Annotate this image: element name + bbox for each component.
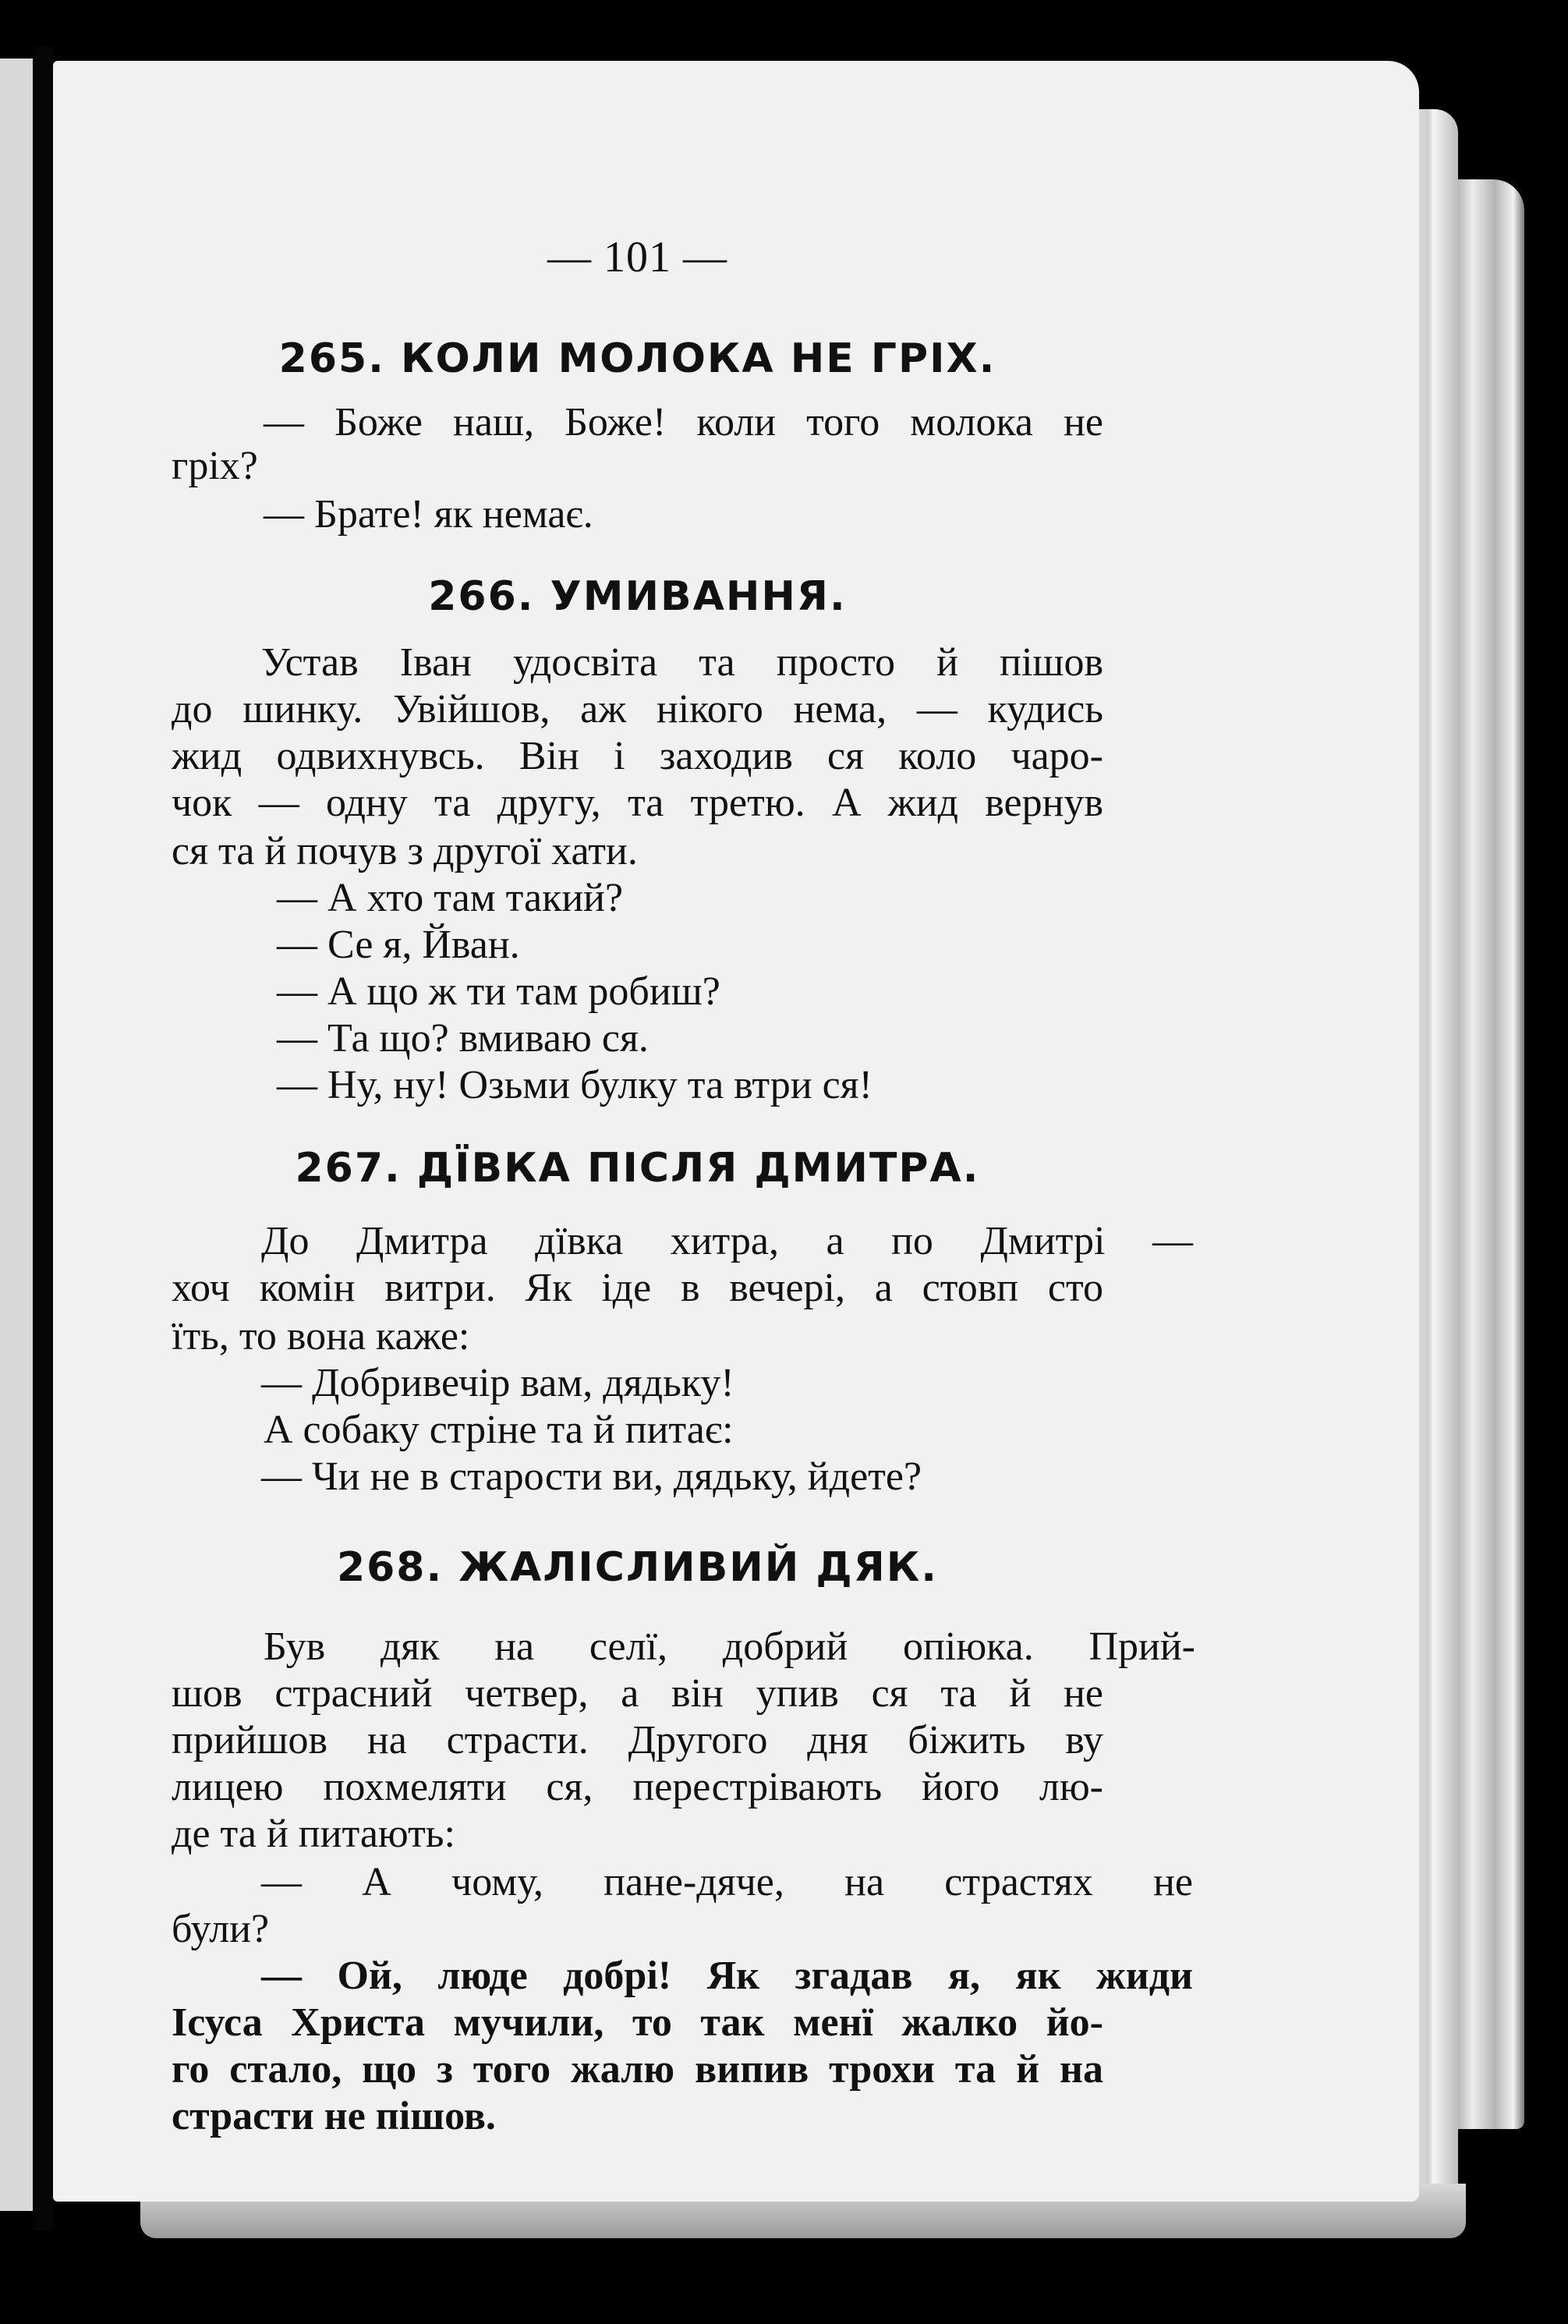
text-line: шов страсний четвер, а він упив ся та й не <box>172 1671 1103 1716</box>
text-line: — Чи не в старости ви, дядьку, йдете? <box>261 1454 922 1499</box>
page-stack-edge <box>1450 179 1524 2129</box>
section-heading: 268. ЖАЛІСЛИВИЙ ДЯК. <box>336 1544 939 1591</box>
text-line: — А хто там такий? <box>277 876 624 920</box>
section-heading: 267. ДЇВКА ПІСЛЯ ДМИТРА. <box>295 1145 980 1192</box>
facing-page-edge <box>0 58 33 2211</box>
text-line: їть, то вона каже: <box>172 1314 470 1359</box>
text-line: — Брате! як немає. <box>264 492 593 537</box>
text-line: — Се я, Йван. <box>277 923 520 967</box>
text-line: де та й питають: <box>172 1812 455 1856</box>
text-line: були? <box>172 1907 270 1951</box>
text-line: До Дмитра дївка хитра, а по Дмитрі — <box>261 1219 1193 1263</box>
book-gutter <box>33 47 53 2230</box>
section-heading: 266. УМИВАННЯ. <box>428 573 847 620</box>
text-line: Ісуса Христа мучили, то так менї жалко йо- <box>172 2000 1103 2045</box>
text-line: — Ну, ну! Озьми булку та втри ся! <box>277 1063 872 1107</box>
text-line: Був дяк на селї, добрий опіюка. Прий- <box>264 1624 1195 1669</box>
text-line: гріх? <box>172 444 258 488</box>
text-line: хоч комін витри. Як іде в вечері, а стовп сто <box>172 1266 1103 1310</box>
text-line: — Та що? вмиваю ся. <box>277 1016 649 1061</box>
text-line: Устав Іван удосвіта та просто й пішов <box>261 640 1103 685</box>
text-line: — А що ж ти там робиш? <box>277 969 720 1014</box>
text-line: А собаку стріне та й питає: <box>264 1408 734 1452</box>
text-line: — Ой, люде добрі! Як згадав я, як жиди <box>261 1954 1193 1998</box>
section-heading: 265. КОЛИ МОЛОКА НЕ ГРІХ. <box>278 335 996 382</box>
text-line: го стало, що з того жалю випив трохи та й на <box>172 2047 1103 2092</box>
text-line: до шинку. Увійшов, аж нікого нема, — кудись <box>172 687 1103 732</box>
text-line: — Боже наш, Боже! коли того молока не <box>264 400 1103 445</box>
text-line: — Добривечір вам, дядьку! <box>261 1361 734 1405</box>
page-number: — 101 — <box>547 233 727 282</box>
text-line: жид одвихнувсь. Він і заходив ся коло чаро- <box>172 734 1103 778</box>
text-line: страсти не пішов. <box>172 2094 496 2138</box>
text-line: ся та й почув з другої хати. <box>172 829 638 873</box>
text-line: чок — одну та другу, та третю. А жид вернув <box>172 781 1103 825</box>
text-line: — А чому, пане-дяче, на страстях не <box>261 1860 1193 1904</box>
text-line: лицею похмеляти ся, перестрівають його лю- <box>172 1765 1103 1809</box>
text-line: прийшов на страсти. Другого дня біжить ву <box>172 1718 1103 1762</box>
